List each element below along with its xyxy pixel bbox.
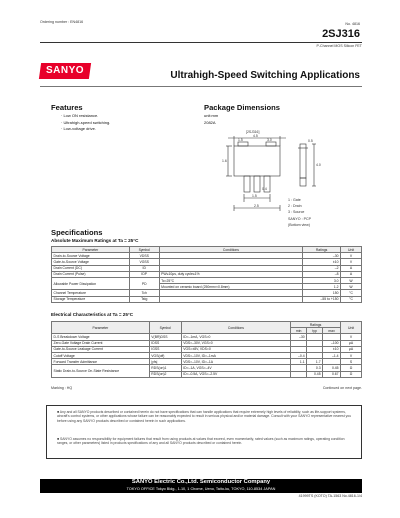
drawing-label: [2SJ316]: [246, 130, 260, 134]
dim-label: 3.0: [267, 138, 272, 142]
electrical-title: Electrical Characteristics at Ta = 25°C: [51, 312, 134, 317]
cell: VDS=–10V, ID=–1mA: [181, 352, 290, 358]
dim-label: 0.5: [308, 139, 313, 143]
package-code: 2082A: [204, 120, 216, 125]
title-rule: [40, 86, 362, 87]
package-title: Package Dimensions: [204, 103, 280, 112]
pin-item: 2 : Drain: [288, 204, 302, 209]
cell: μA: [341, 346, 362, 352]
cell: VDS=–10V, ID=–1A: [181, 359, 290, 365]
logo-text: SANYO: [45, 65, 85, 76]
package-note: (Bottom view): [288, 222, 310, 227]
abs-max-title: Absolute Maximum Ratings at Ta = 25°C: [51, 238, 139, 243]
header-rule: [40, 42, 362, 43]
cell: ID: [129, 265, 159, 271]
cell: °C: [341, 296, 362, 302]
cell: Static Drain-to-Source On-State Resistance: [52, 365, 150, 377]
cell: 150: [303, 290, 341, 296]
package-unit: unit:mm: [204, 113, 219, 118]
cell: Cutoff Voltage: [52, 352, 150, 358]
pin-list: [288, 198, 311, 227]
cell: ID=–1mA, VGS=0: [181, 334, 290, 340]
cell: Gate-to-Source Voltage: [52, 259, 130, 265]
cell: Tch: [129, 290, 159, 296]
header-cell: Conditions: [159, 247, 303, 253]
cell: W: [341, 284, 362, 290]
cell: 0.45: [323, 365, 341, 371]
device-type: P-Channel MOS Silicon FET: [316, 44, 362, 48]
abs-max-table: [51, 246, 362, 303]
cell: D-S Breakdown Voltage: [52, 334, 150, 340]
package-maker: SANYO : PCP: [288, 216, 311, 221]
feature-item: · Low ON resistance.: [61, 113, 99, 118]
cell: Drain-to-Source Voltage: [52, 253, 130, 259]
dim-label: 1.5: [252, 194, 257, 198]
cell: VGSS: [129, 259, 159, 265]
cell: Drain Current (Pulse): [52, 271, 130, 277]
marking: Marking : HQ: [51, 386, 73, 390]
features-title: Features: [51, 103, 83, 112]
cell: 1.7: [307, 359, 323, 365]
cell: Zero-Gate Voltage Drain Current: [52, 340, 150, 346]
feature-item: · Ultrahigh-speed switching.: [61, 119, 111, 125]
cell: Gate-to-Source Leakage Current: [52, 346, 150, 352]
header-cell: max: [323, 328, 341, 334]
cell: Ω: [341, 371, 362, 377]
cell: –2: [303, 265, 341, 271]
notice-paragraph: ■ Any and all SANYO products described or contained herein do not have specifications that can handle applications that require extremely high levels of reliability, such as life-support systems, aircraft's control systems, or other applications whose failure can be reasonably expected to result in serious physical and/or material damage. Consult with your SANYO representative nearest you before using any SANYO products described or contained herein in such applications.: [57, 410, 352, 423]
cell: A: [341, 271, 362, 277]
document-code: 41999TS (KOTO) TA-1563 No.4816-1/4: [298, 494, 362, 498]
cell: A: [341, 265, 362, 271]
cell: V: [341, 253, 362, 259]
cell: ID=–0.5A, VGS=–2.5V: [181, 371, 290, 377]
dim-label: 1.6: [222, 159, 227, 163]
cell: IGSS: [149, 346, 181, 352]
ordering-number: Ordering number : EN4816: [40, 20, 84, 24]
cell: W: [341, 277, 362, 283]
dim-label: 2.5: [254, 204, 259, 208]
cell: V(BR)DSS: [149, 334, 181, 340]
continued-note: Continued on next page.: [322, 386, 362, 390]
cell: Drain Current (DC): [52, 265, 130, 271]
cell: –30: [291, 334, 307, 340]
cell: –0.4: [291, 352, 307, 358]
dim-label: 0.4: [262, 187, 267, 191]
cell: ID=–1A, VGS=–4V: [181, 365, 290, 371]
part-number: 2SJ316: [322, 28, 360, 40]
pin-item: 3 : Source: [288, 210, 305, 215]
cell: Storage Temperature: [52, 296, 130, 302]
header-cell: typ: [307, 328, 323, 334]
cell: Forward Transfer Admittance: [52, 359, 150, 365]
cell: VGS=±8V, VDS=0: [181, 346, 290, 352]
specifications-title: Specifications: [51, 228, 103, 237]
cell: PW≤10μs, duty cycle≤1%: [159, 271, 303, 277]
footer-company: SANYO Electric Co.,Ltd. Semiconductor Company: [131, 479, 271, 485]
cell: VDSS: [129, 253, 159, 259]
cell: PD: [129, 277, 159, 289]
dim-label: 4.5: [253, 134, 258, 138]
cell: 0.3: [307, 365, 323, 371]
header-cell: Conditions: [181, 322, 290, 334]
application-title: Ultrahigh-Speed Switching Applications: [170, 70, 360, 81]
cell: ±10: [323, 346, 341, 352]
cell: IDP: [129, 271, 159, 277]
ordering-number-right: No. 4816: [345, 22, 360, 26]
header-cell: Unit: [341, 322, 362, 334]
cell: 3.0: [303, 277, 341, 283]
header-cell: Parameter: [52, 322, 150, 334]
feature-item: · Low-voltage drive.: [61, 126, 96, 132]
cell: 0.67: [323, 371, 341, 377]
cell: –100: [323, 340, 341, 346]
notice-box: [46, 405, 362, 459]
cell: –1.4: [323, 352, 341, 358]
cell: 0.45: [307, 371, 323, 377]
cell: 1.1: [291, 359, 307, 365]
cell: Mounted on ceramic board (250mm²×0.8mm): [159, 284, 303, 290]
cell: VDS=–30V, VGS=0: [181, 340, 290, 346]
table-row: [52, 296, 362, 302]
cell: °C: [341, 290, 362, 296]
cell: V: [341, 352, 362, 358]
cell: S: [341, 359, 362, 365]
sanyo-logo: [39, 63, 91, 79]
header-cell: Symbol: [149, 322, 181, 334]
pin-item: 1 : Gate: [288, 198, 301, 202]
cell: –8: [303, 271, 341, 277]
header-cell: Ratings: [303, 247, 341, 253]
cell: |yfs|: [149, 359, 181, 365]
cell: VGS(off): [149, 352, 181, 358]
footer-address: TOKYO OFFICE Tokyo Bldg., 1-10, 1 Chome, Ueno, Taito-ku, TOKYO, 110-8534 JAPAN: [126, 487, 276, 491]
cell: Tstg: [129, 296, 159, 302]
cell: RDS(on)2: [149, 371, 181, 377]
cell: 1.2: [303, 284, 341, 290]
package-drawing: [222, 128, 332, 220]
electrical-table: [51, 321, 362, 378]
header-cell: min: [291, 328, 307, 334]
cell: [291, 371, 307, 377]
cell: V: [341, 334, 362, 340]
cell: Channel Temperature: [52, 290, 130, 296]
header-cell: Unit: [341, 247, 362, 253]
cell: [159, 296, 303, 302]
cell: IDSS: [149, 340, 181, 346]
cell: μA: [341, 340, 362, 346]
cell: Allowable Power Dissipation: [52, 277, 130, 289]
cell: RDS(on)1: [149, 365, 181, 371]
cell: ±10: [303, 259, 341, 265]
dim-label: 4.0: [316, 163, 321, 167]
dim-label: 1.5: [238, 138, 243, 142]
notice-paragraph: ■ SANYO assumes no responsibility for equipment failures that result from using products at values that exceed, even momentarily, rated values (such as maximum ratings, operating condition ranges, or other parameters) listed in products specifications of any and all SANYO products described or contained herein.: [57, 437, 345, 446]
cell: Ω: [341, 365, 362, 371]
cell: V: [341, 259, 362, 265]
cell: –55 to +150: [303, 296, 341, 302]
header-cell: Symbol: [129, 247, 159, 253]
header-cell: Parameter: [52, 247, 130, 253]
header-cell: Ratings: [291, 322, 341, 328]
cell: Tc=25°C: [159, 277, 303, 283]
cell: –30: [303, 253, 341, 259]
features-list: [61, 114, 110, 132]
